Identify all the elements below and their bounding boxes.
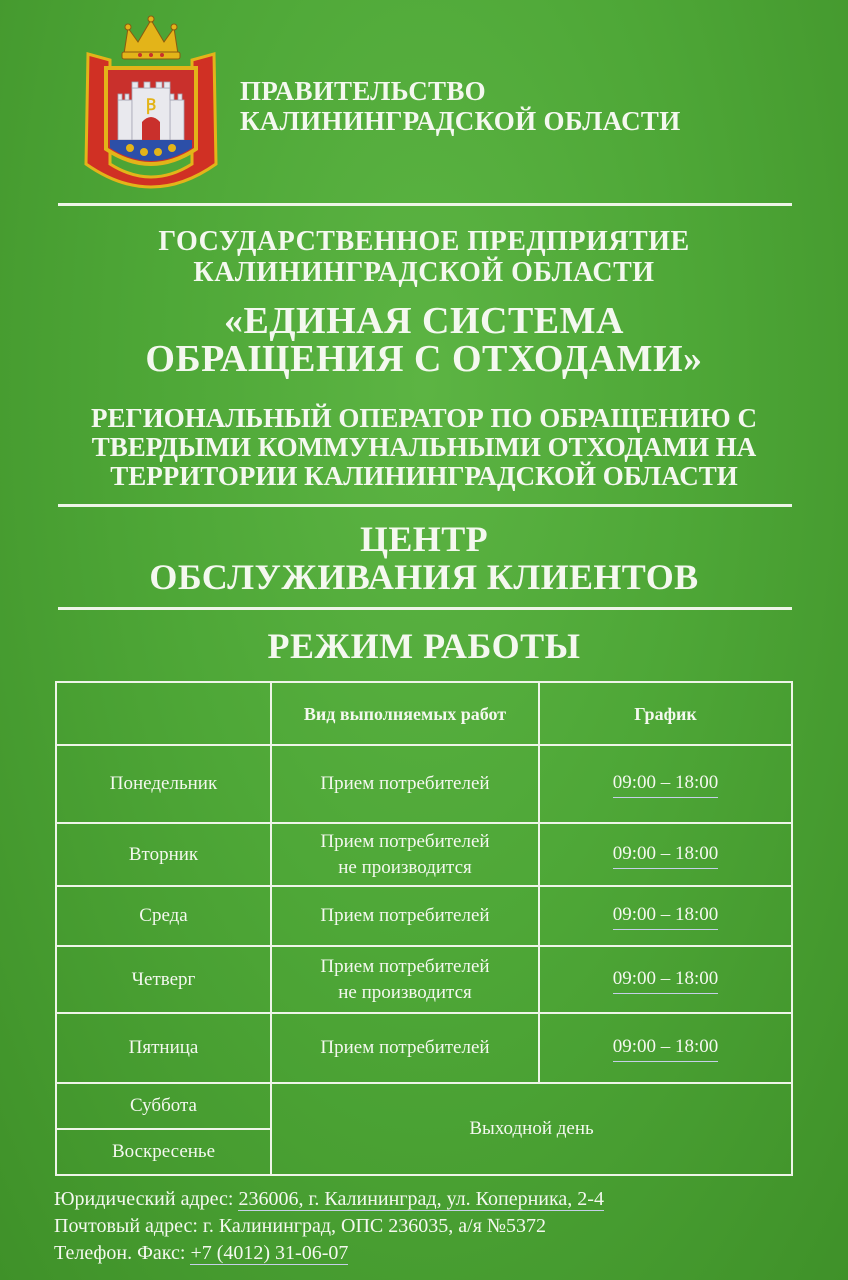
work-cell: [271, 946, 539, 1013]
divider-bottom: [58, 607, 792, 610]
org-role-line1: РЕГИОНАЛЬНЫЙ ОПЕРАТОР ПО ОБРАЩЕНИЮ С: [91, 403, 757, 433]
table-row: [56, 946, 792, 1013]
table-header-row: [56, 682, 792, 745]
day-cell: Вторник: [56, 823, 271, 886]
table-row-weekend: [56, 1083, 792, 1129]
header-work: Вид выполняемых работ: [271, 682, 539, 745]
center-title-line1: ЦЕНТР: [359, 519, 489, 559]
org-type-line1: ГОСУДАРСТВЕННОЕ ПРЕДПРИЯТИЕ: [158, 226, 690, 257]
org-type: [0, 226, 848, 288]
work-line: Прием потребителей: [320, 773, 490, 794]
work-line: Прием потребителей: [320, 1037, 490, 1058]
work-cell: [271, 886, 539, 946]
work-cell: [271, 1013, 539, 1083]
svg-text:Ꞵ: Ꞵ: [145, 95, 157, 114]
org-role: [0, 404, 848, 491]
weekend-note: Выходной день: [271, 1083, 792, 1175]
work-cell: [271, 745, 539, 823]
header-day: [56, 682, 271, 745]
time-cell: [539, 1013, 792, 1083]
phone-fax: [54, 1240, 604, 1267]
postal-address-value: г. Калининград, ОПС 236035, а/я №5372: [202, 1215, 546, 1237]
time-value: 09:00 – 18:00: [613, 770, 719, 798]
org-role-line2: ТВЕРДЫМИ КОММУНАЛЬНЫМИ ОТХОДАМИ НА: [91, 432, 757, 462]
org-name: [0, 302, 848, 378]
work-line: Прием потребителей: [320, 830, 490, 852]
header-time: График: [539, 682, 792, 745]
contact-footer: [54, 1186, 604, 1267]
day-cell: Четверг: [56, 946, 271, 1013]
divider-top: [58, 203, 792, 206]
legal-address-label: Юридический адрес:: [54, 1188, 239, 1210]
day-cell: Понедельник: [56, 745, 271, 823]
schedule-title: РЕЖИМ РАБОТЫ: [267, 626, 581, 666]
center-title-line2: ОБСЛУЖИВАНИЯ КЛИЕНТОВ: [149, 557, 699, 597]
schedule-table: [55, 681, 793, 1176]
day-cell-saturday: Суббота: [56, 1083, 271, 1129]
work-line: Прием потребителей: [320, 905, 490, 926]
org-name-line1: «ЕДИНАЯ СИСТЕМА: [224, 300, 624, 342]
day-cell: Среда: [56, 886, 271, 946]
legal-address: [54, 1186, 604, 1213]
divider-middle: [58, 504, 792, 507]
work-line: Прием потребителей: [320, 955, 490, 977]
legal-address-value: 236006, г. Калининград, ул. Коперника, 2-4: [238, 1188, 604, 1210]
coat-of-arms-emblem: [78, 14, 224, 194]
work-cell: [271, 823, 539, 886]
table-row: [56, 745, 792, 823]
time-value: 09:00 – 18:00: [613, 902, 719, 930]
time-cell: [539, 886, 792, 946]
time-value: 09:00 – 18:00: [613, 841, 719, 869]
org-name-line2: ОБРАЩЕНИЯ С ОТХОДАМИ»: [145, 338, 703, 380]
time-cell: [539, 823, 792, 886]
phone-value: +7 (4012) 31-06-07: [190, 1242, 349, 1264]
government-title: [240, 76, 681, 136]
work-line: не производится: [338, 856, 472, 878]
org-type-line2: КАЛИНИНГРАДСКОЙ ОБЛАСТИ: [193, 257, 655, 288]
government-title-line1: ПРАВИТЕЛЬСТВО: [240, 76, 486, 106]
postal-address: [54, 1213, 604, 1240]
time-value: 09:00 – 18:00: [613, 1034, 719, 1062]
time-value: 09:00 – 18:00: [613, 966, 719, 994]
time-cell: [539, 946, 792, 1013]
phone-label: Телефон. Факс:: [54, 1242, 191, 1264]
table-row: [56, 1013, 792, 1083]
center-title: [0, 520, 848, 596]
work-line: не производится: [338, 981, 472, 1003]
time-cell: [539, 745, 792, 823]
day-cell: Пятница: [56, 1013, 271, 1083]
table-row: [56, 886, 792, 946]
postal-address-label: Почтовый адрес:: [54, 1215, 203, 1237]
government-title-line2: КАЛИНИНГРАДСКОЙ ОБЛАСТИ: [240, 106, 681, 136]
day-cell-sunday: Воскресенье: [56, 1129, 271, 1175]
org-role-line3: ТЕРРИТОРИИ КАЛИНИНГРАДСКОЙ ОБЛАСТИ: [110, 461, 738, 491]
table-row: [56, 823, 792, 886]
